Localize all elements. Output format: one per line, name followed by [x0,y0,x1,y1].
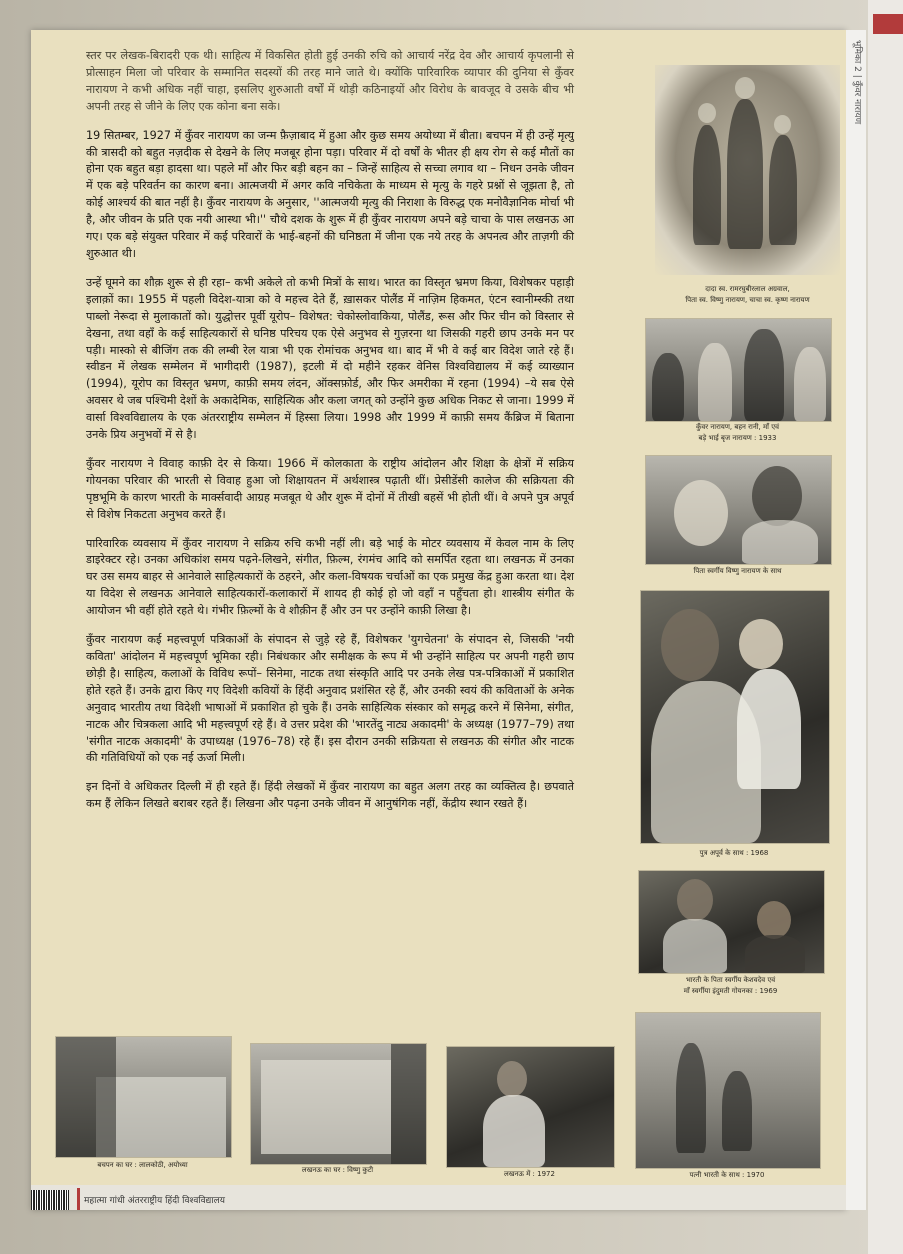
caption-lucknow-home: लखनऊ का घर : विष्णु कुटी [301,1166,374,1174]
son-photo [640,590,830,844]
caption-son-photo: पुत्र अपूर्व के साथ : 1968 [699,849,769,857]
paragraph-7: इन दिनों वे अधिकतर दिल्ली में ही रहते हैं। हिंदी लेखकों में कुँवर नारायण का बहुत अलग तरह का व्यक्तित्व है। छपवाते कम हैं लेकिन लिखते बराबर रहते हैं। लिखना और पढ़ना उनके जीवन में आनुषंगिक नहीं, केंद्रीय स्थान रखते हैं। [86,780,574,811]
family-photo-1 [655,65,840,275]
lucknow-home-photo [250,1043,427,1165]
caption-with-wife: पत्नी भारती के साथ : 1970 [689,1171,765,1179]
adjacent-page-tab [873,14,903,34]
paragraph-2: 19 सितम्बर, 1927 में कुँवर नारायण का जन्म फ़ैज़ाबाद में हुआ और कुछ समय अयोध्या में बीता। बचपन में ही उन्हें मृत्यु की त्रासदी को बहुत नज़दीक से देखने के लिए मजबूर होना पड़ा। परिवार में दो वर्षों के भीतर ही क्षय रोग से कई मौतों का होना एक बहुत बड़ा हादसा था। पहले माँ और फिर बड़ी बहन का – जिन्हें साहित्य से सच्चा लगाव था – निधन उनके जीवन में एक बड़े परिवर्तन का कारण बना। आत्मजयी में अगर कवि नचिकेता के माध्यम से मृत्यु के गहरे प्रश्नों से जूझता है, तो कोई आश्चर्य की बात नहीं है। कुँवर नारायण के अनुसार, ''आत्मजयी मृत्यु की निराशा के विरुद्ध एक मनोवैज्ञानिक मोर्चा भी है, और जीवन के प्रति एक नयी आस्था भी।'' चौथे दशक के शुरू में ही कुँवर नारायण अपने बड़े चाचा के पास लखनऊ आ गए। एक बड़े संयुक्त परिवार में कई परिवारों के भाई-बहनों की घनिष्ठता में जीना एक नये तरह के अपनत्व और ताज़गी की शुरुआत थी। [86,128,574,260]
footer-red-rule [77,1188,80,1210]
article-body [86,48,574,825]
paragraph-1: स्तर पर लेखक-बिरादरी एक थी। साहित्य में विकसित होती हुई उनकी रुचि को आचार्य नरेंद्र देव और आचार्य कृपलानी से प्रोत्साहन मिला जो परिवार के सम्मानित सदस्यों की तरह माने जाते थे। क्योंकि पारिवारिक व्यापार की दुनिया से कुँवर नारायण ने कभी अधिक नहीं चाहा, इसलिए शुरुआती वर्षों में थोड़ी कठिनाइयों और विरोध के बावजूद वे उसके बीच भी अपनी तरह से जीने के लिए एक कोना बना सके। [86,49,574,113]
barcode [31,1190,69,1210]
poster-side-strip [846,30,866,1210]
caption-lucknow-1972: लखनऊ में : 1972 [504,1170,555,1178]
childhood-home-photo [55,1036,232,1158]
lucknow-1972-photo [446,1046,615,1168]
father-photo [645,455,832,565]
paragraph-5: पारिवारिक व्यवसाय में कुँवर नारायण ने सक्रिय रुचि कभी नहीं ली। बड़े भाई के मोटर व्यवसाय में केवल नाम के लिए डाइरेक्टर रहे। उनका अधिकांश समय पढ़ने-लिखने, संगीत, फ़िल्म, रंगमंच आदि को समर्पित रहता था। लखनऊ में उनका घर उस समय बाहर से आनेवाले साहित्यकारों के ठहरने, और कला-विषयक चर्चाओं का एक प्रमुख केंद्र हुआ करता था। देश या विदेश से लखनऊ आनेवाले साहित्यकारों-कलाकारों में शायद ही कोई हो जो वहाँ न पहुँचता हो। शास्त्रीय संगीत के आयोजन भी वहीं होते रहते थे। गंभीर फ़िल्मों के वे शौक़ीन हैं और उन पर उन्होंने काफ़ी लिखा है। [86,536,574,618]
caption-in-laws-photo: भारती के पिता स्वर्गीय केशवदेव एवं माँ स्वर्गीया इंदुमती गोयनका : 1969 [683,976,778,995]
caption-family-photo-2: कुँवर नारायण, बहन रानी, माँ एवं बड़े भाई बृज नारायण : 1933 [696,423,779,442]
footer-university-name: महात्मा गांधी अंतरराष्ट्रीय हिंदी विश्वविद्यालय [84,1196,225,1206]
paragraph-4: कुँवर नारायण ने विवाह काफ़ी देर से किया। 1966 में कोलकाता के राष्ट्रीय आंदोलन और शिक्षा के क्षेत्रों में सक्रिय गोयनका परिवार की भारती से विवाह हुआ जो शिक्षायतन में अर्थशास्त्र पढ़ाती थीं। प्रेसीडेंसी कालेज की सक्रियता की पृष्ठभूमि के कारण भारती के मार्क्सवादी आग्रह मजबूत थे और शुरू में दोनों में तीखी बहसें भी होती थीं। वे अपने पुत्र अपूर्व से विशेष निकटता अनुभव करते हैं। [86,456,574,521]
paragraph-6: कुँवर नारायण कई महत्त्वपूर्ण पत्रिकाओं के संपादन से जुड़े रहे हैं, विशेषकर 'युगचेतना' के संपादन से, जिसकी 'नयी कविता' आंदोलन में महत्त्वपूर्ण भूमिका रही। निबंधकार और समीक्षक के रूप में भी उन्होंने साहित्य पर अपनी गहरी छाप छोड़ी है। साहित्य, कलाओं के विविध रूपों– सिनेमा, नाटक तथा संस्कृति आदि पर उनके लेख पत्र-पत्रिकाओं में प्रकाशित होते रहते हैं। उनके द्वारा किए गए विदेशी कवियों के हिंदी अनुवाद प्रशंसित रहे हैं, और उनकी स्वयं की कविताओं के अनेक अनुवाद भारतीय तथा विदेशी भाषाओं में प्रकाशित हो चुके हैं। उनके साहित्यिक संस्कार को समृद्ध करने में सिनेमा, संगीत, नाटक और चित्रकला आदि भी महत्त्वपूर्ण रहे हैं। वे उत्तर प्रदेश की 'भारतेंदु नाट्य अकादमी' के अध्यक्ष (1977–79) तथा 'संगीत नाटक अकादमी' के उपाध्यक्ष (1976–78) रहे हैं। इस दौरान उनकी सक्रियता से लखनऊ की संगीत और नाटक की गतिविधियों को एक नई ऊर्जा मिली। [86,633,574,765]
caption-childhood-home: बचपन का घर : लालकोठी, अयोध्या [97,1161,188,1169]
with-wife-photo [635,1012,821,1169]
caption-father-photo: पिता स्वर्गीय विष्णु नारायण के साथ [693,567,782,575]
family-photo-2 [645,318,832,422]
side-label: भूमिका 2 | कुँवर नारायण [852,40,862,125]
in-laws-photo [638,870,825,974]
caption-family-photo-1: दादा स्व. रामरघुबीरलाल अग्रवाल, पिता स्व. विष्णु नारायण, चाचा स्व. कृष्ण नारायण [685,285,810,304]
adjacent-page-edge [868,0,903,1254]
paragraph-3: उन्हें घूमने का शौक़ शुरू से ही रहा– कभी अकेले तो कभी मित्रों के साथ। भारत का विस्तृत भ्रमण किया, विशेषकर पहाड़ी इलाक़ों का। 1955 में पहली विदेश-यात्रा को वे महत्त्व देते हैं, ख़ासकर पोलैंड में नाज़िम हिकमत, एंटन स्वानीम्स्की तथा पाब्लो नेरूदा से मुलाकातों को। युद्धोत्तर पूर्वी यूरोप– विशेषत: चेकोस्लोवाकिया, पोलैंड, रूस और फिर चीन को विस्तार से देखना, तथा वहाँ के कई साहित्यकारों से घनिष्ठ परिचय एक ऐसे अनुभव से गुज़रना था जिसकी गहरी छाप उनके मन पर पड़ी। मास्को से बीजिंग तक की लम्बी रेल यात्रा भी एक रोमांचक अनुभव था। बाद में भी वे कई बार विदेश जाते रहे हैं। स्वीडन में लेखक सम्मेलन में भागीदारी (1987), इटली में दो महीने रहकर वेनिस विश्वविद्यालय में कई व्याख्यान (1994), यूरोप का विस्तृत भ्रमण, काफ़ी समय लंदन, ऑक्सफ़ोर्ड, और फिर अमरीका में रहना (1994) –ये सब ऐसे अवसर थे जब पश्चिमी देशों के अकादेमिक, साहित्यिक और कला जगत् को उन्होंने कुछ अधिक निकट से जाना। 1999 में वार्सा विश्वविद्यालय के एक अंतरराष्ट्रीय सम्मेलन में हिस्सा लिया। 1998 और 1999 में काफ़ी समय कैंब्रिज में बिताना उनके प्रिय अनुभवों में से है। [86,275,574,442]
